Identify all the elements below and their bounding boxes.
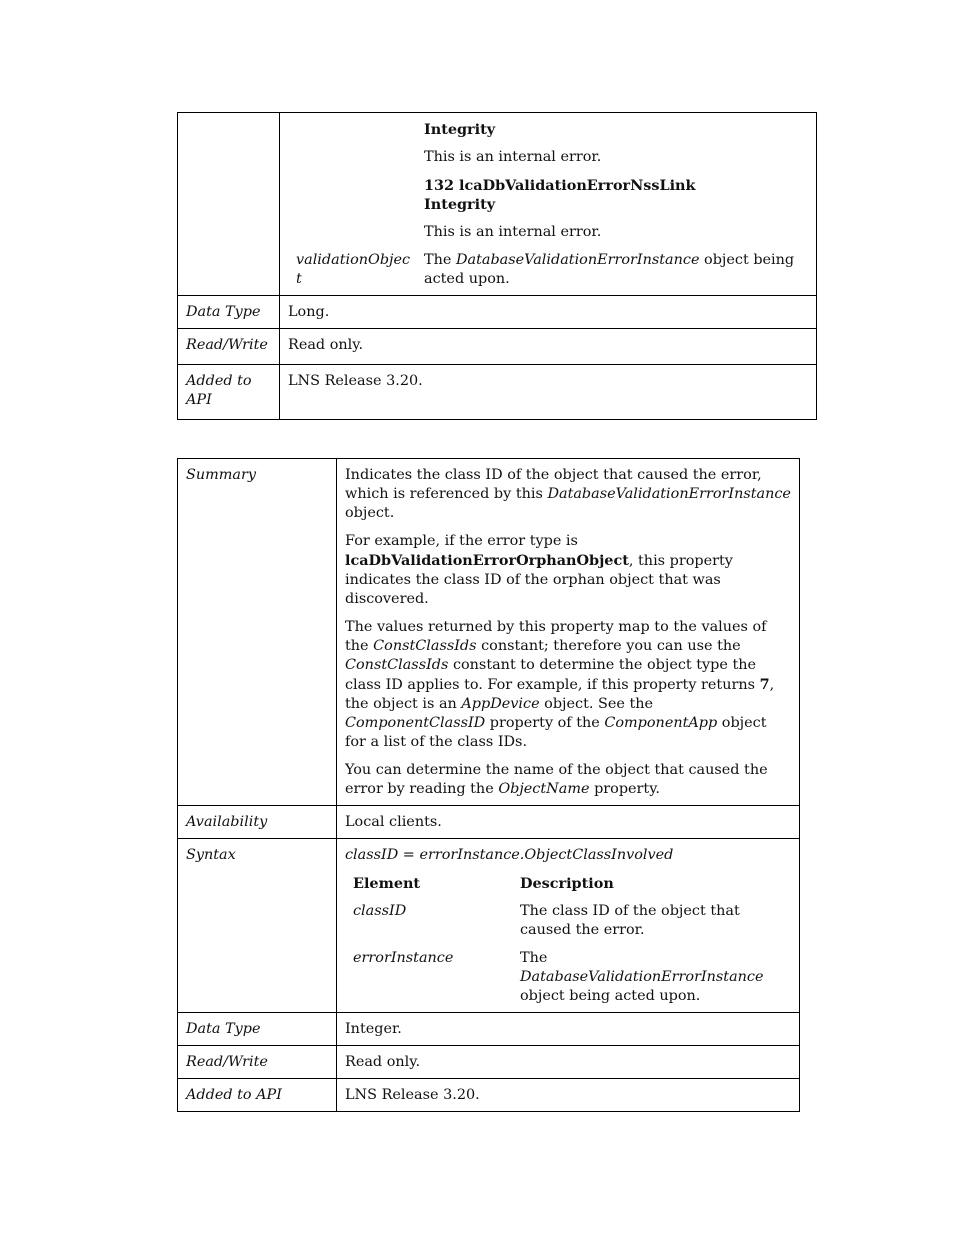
summary-paragraph: For example, if the error type is lcaDbValidationErrorOrphanObject, this property indicates the class ID of the orphan object that was discovered. [345, 533, 733, 607]
error-code-list [424, 120, 808, 251]
row-value: Read only. [280, 329, 817, 365]
element-description: The class ID of the object that caused the error. [520, 903, 740, 938]
element-table [345, 874, 791, 1006]
syntax-continuation-row [178, 113, 817, 296]
row-value: LNS Release 3.20. [337, 1079, 800, 1112]
element-name: classID [353, 903, 407, 919]
error-code-description: This is an internal error. [424, 224, 602, 240]
summary-paragraph: The values returned by this property map to the values of the ConstClassIds constant; therefore you can use the ConstClassIds constant to determine the object type the class ID applies to. For example, if this property returns 7, the object is an AppDevice object. See the ComponentClassID property of the ComponentApp object for a list of the class IDs. [345, 619, 775, 750]
row-label: Data Type [178, 296, 280, 329]
summary-paragraph: Indicates the class ID of the object that caused the error, which is referenced by this DatabaseValidationErrorInstance object. [345, 467, 791, 521]
property-table-validation-object [177, 112, 817, 420]
syntax-line: classID = errorInstance.ObjectClassInvolved [345, 847, 674, 863]
row-label: Availability [178, 806, 337, 839]
row-label: Read/Write [178, 1046, 337, 1079]
row-label: Added to API [178, 365, 280, 420]
summary-cell [337, 459, 800, 806]
added-to-api-row [178, 1079, 800, 1112]
param-name: validationObject [296, 252, 411, 287]
empty-label-cell [178, 113, 280, 296]
description-header: Description [520, 875, 614, 892]
syntax-cell [337, 839, 800, 1013]
row-label: Summary [178, 459, 337, 806]
element-name: errorInstance [353, 950, 454, 966]
row-value: Long. [280, 296, 817, 329]
element-header: Element [353, 875, 421, 892]
property-table-object-class-involved [177, 458, 800, 1112]
error-code-description: This is an internal error. [424, 149, 602, 165]
row-value: Local clients. [337, 806, 800, 839]
summary-paragraph: You can determine the name of the object that caused the error by reading the ObjectName property. [345, 762, 768, 797]
read-write-row [178, 1046, 800, 1079]
error-code-heading: 132 lcaDbValidationErrorNssLink Integrity [424, 177, 696, 213]
row-label: Data Type [178, 1013, 337, 1046]
availability-row [178, 806, 800, 839]
param-description: The DatabaseValidationErrorInstance object being acted upon. [424, 252, 795, 287]
read-write-row [178, 329, 817, 365]
data-type-row [178, 296, 817, 329]
row-value: Read only. [337, 1046, 800, 1079]
data-type-row [178, 1013, 800, 1046]
row-label: Added to API [178, 1079, 337, 1112]
param-column-spacer [288, 120, 424, 251]
row-value: LNS Release 3.20. [280, 365, 817, 420]
row-label: Syntax [178, 839, 337, 1013]
error-code-heading-tail: Integrity [424, 121, 496, 138]
element-description: The DatabaseValidationErrorInstance object being acted upon. [520, 950, 764, 1004]
syntax-row [178, 839, 800, 1013]
syntax-continuation-cell [280, 113, 817, 296]
summary-row [178, 459, 800, 806]
row-value: Integer. [337, 1013, 800, 1046]
added-to-api-row [178, 365, 817, 420]
row-label: Read/Write [178, 329, 280, 365]
